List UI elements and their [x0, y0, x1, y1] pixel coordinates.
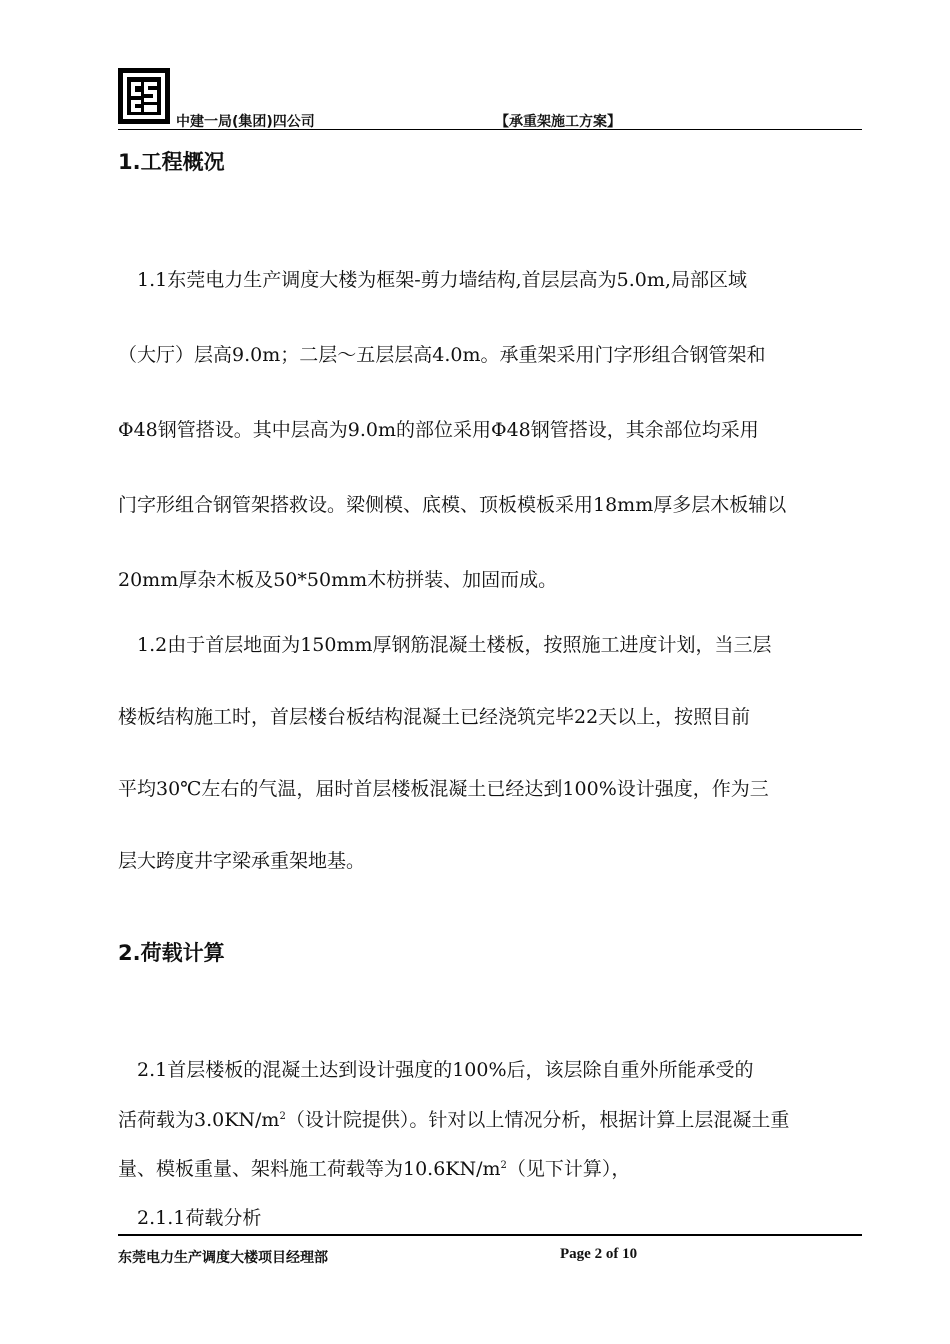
paragraph-line: 门字形组合钢管架搭救设。梁侧模、底模、顶板模板采用18mm厚多层木板辅以 — [118, 494, 787, 516]
text-segment: （见下计算）， — [506, 1158, 631, 1180]
paragraph-line: 层大跨度井字梁承重架地基。 — [118, 850, 366, 872]
footer-project-name: 东莞电力生产调度大楼项目经理部 — [118, 1250, 328, 1266]
text-segment: （设计院提供）。针对以上情况分析，根据计算上层混凝土重 — [285, 1109, 790, 1131]
superscript: 2 — [279, 1111, 286, 1122]
text-segment: 活荷载为3.0KN/m — [118, 1109, 280, 1131]
paragraph-line: 1.2由于首层地面为150mm厚钢筋混凝土楼板，按照施工进度计划，当三层 — [118, 634, 772, 656]
section-heading-1: 1.工程概况 — [118, 150, 225, 174]
paragraph-line: 20mm厚杂木板及50*50mm木枋拼装、加固而成。 — [118, 569, 558, 591]
section-heading-2: 2.荷载计算 — [118, 941, 225, 965]
header-divider — [118, 129, 862, 130]
paragraph-line: 2.1首层楼板的混凝土达到设计强度的100%后，该层除自重外所能承受的 — [118, 1059, 754, 1081]
paragraph-line: 平均30℃左右的气温，届时首层楼板混凝土已经达到100%设计强度，作为三 — [118, 778, 769, 800]
footer-divider — [118, 1234, 862, 1236]
company-logo — [118, 68, 170, 124]
paragraph-line: （大厅）层高9.0m；二层～五层层高4.0m。承重架采用门字形组合钢管架和 — [118, 344, 766, 366]
paragraph-line: 2.1.1荷载分析 — [118, 1207, 262, 1229]
header-document-title: 【承重架施工方案】 — [495, 114, 621, 130]
header-company-name: 中建一局(集团)四公司 — [176, 114, 315, 130]
paragraph-line: Φ48钢管搭设。其中层高为9.0m的部位采用Φ48钢管搭设，其余部位均采用 — [118, 419, 759, 441]
paragraph-line — [118, 1105, 863, 1132]
paragraph-line: 1.1东莞电力生产调度大楼为框架-剪力墙结构,首层层高为5.0m,局部区域 — [118, 269, 747, 291]
paragraph-line — [118, 1154, 863, 1181]
text-segment: 量、模板重量、架料施工荷载等为10.6KN/m — [118, 1158, 501, 1180]
footer-page-number: Page 2 of 10 — [560, 1246, 638, 1262]
paragraph-line: 楼板结构施工时，首层楼台板结构混凝土已经浇筑完毕22天以上，按照目前 — [118, 706, 751, 728]
superscript: 2 — [500, 1160, 507, 1171]
